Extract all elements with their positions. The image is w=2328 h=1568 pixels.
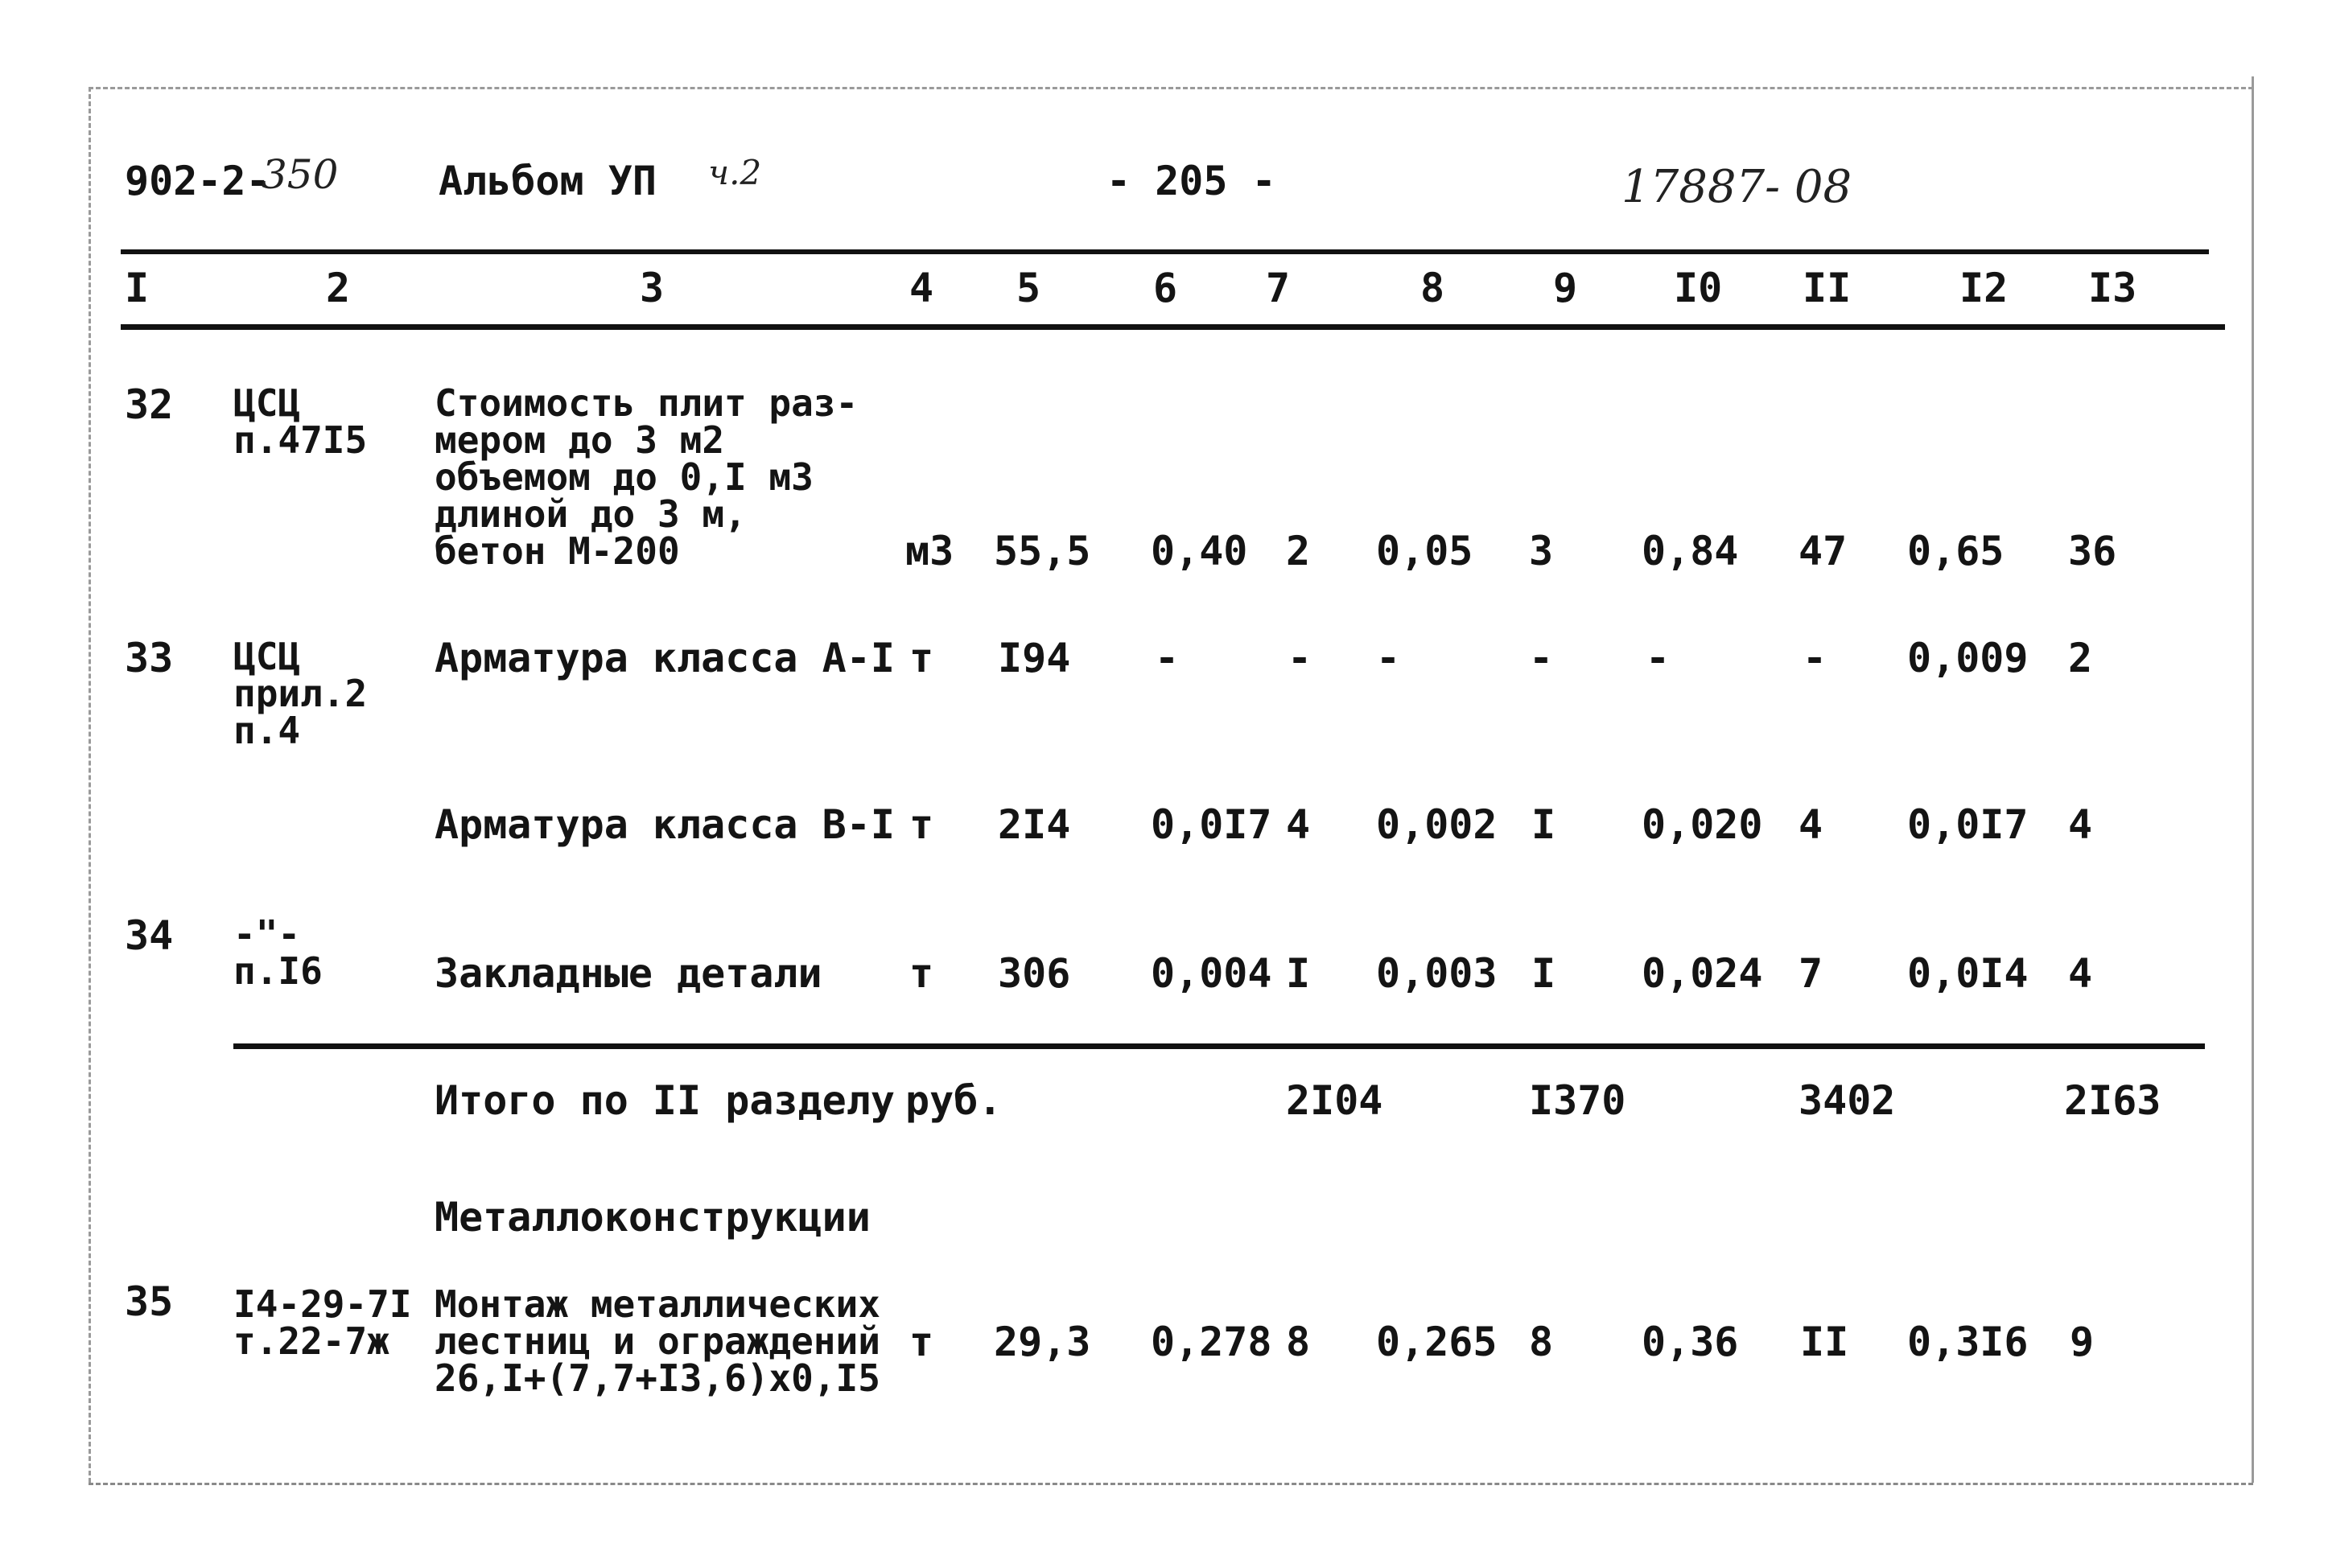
cell-col9: I bbox=[1531, 801, 1556, 848]
column-header: II bbox=[1803, 265, 1852, 311]
cell-col8: 0,002 bbox=[1376, 801, 1498, 848]
total-col13: 2I63 bbox=[2064, 1077, 2161, 1124]
page-number: - 205 - bbox=[1106, 158, 1276, 204]
cell-col7: - bbox=[1288, 635, 1312, 681]
cell-col10: 0,36 bbox=[1642, 1319, 1739, 1365]
frame-bottom-border bbox=[89, 1483, 2253, 1485]
cell-col10: 0,84 bbox=[1642, 528, 1739, 574]
cell-col7: 4 bbox=[1286, 801, 1311, 848]
cell-col13: 2 bbox=[2068, 635, 2093, 681]
row-number: 32 bbox=[125, 381, 174, 428]
column-header: 9 bbox=[1553, 265, 1578, 311]
cell-col6: 0,40 bbox=[1151, 528, 1248, 574]
item-description: Арматура класса В-I bbox=[435, 801, 895, 848]
column-header: 2 bbox=[326, 265, 351, 311]
cell-col6: 0,0I7 bbox=[1151, 801, 1272, 848]
cell-col11: - bbox=[1803, 635, 1827, 681]
cell-col8: - bbox=[1376, 635, 1401, 681]
column-header: I3 bbox=[2088, 265, 2137, 311]
column-header: 6 bbox=[1153, 265, 1178, 311]
cell-col7: I bbox=[1286, 950, 1311, 997]
cell-col11: II bbox=[1800, 1319, 1849, 1365]
cell-col12: 0,65 bbox=[1907, 528, 2005, 574]
row-number: 35 bbox=[125, 1278, 174, 1325]
cell-col13: 4 bbox=[2068, 950, 2093, 997]
column-header: 4 bbox=[909, 265, 934, 311]
header-rule-bottom bbox=[121, 324, 2225, 330]
total-col11: 3402 bbox=[1799, 1077, 1896, 1124]
cell-col10: 0,024 bbox=[1642, 950, 1763, 997]
item-description: Закладные детали bbox=[435, 950, 822, 997]
cell-col11: 47 bbox=[1799, 528, 1848, 574]
unit: т bbox=[909, 635, 934, 681]
frame-right-border bbox=[2252, 76, 2254, 1483]
section-heading: Металлоконструкции bbox=[435, 1194, 871, 1241]
cell-col12: 0,0I7 bbox=[1907, 801, 2029, 848]
cell-col5: 306 bbox=[998, 950, 1071, 997]
unit: м3 bbox=[905, 528, 954, 574]
cell-col5: 29,3 bbox=[994, 1319, 1091, 1365]
volume-handwritten: ч.2 bbox=[708, 153, 762, 192]
cell-col9: 3 bbox=[1529, 528, 1554, 574]
item-description: Стоимость плит раз- мером до 3 м2 объемом до 0,I м3 длиной до 3 м, бетон М-200 bbox=[435, 381, 859, 573]
cell-col12: 0,009 bbox=[1907, 635, 2029, 681]
total-rule bbox=[233, 1043, 2205, 1049]
cell-col12: 0,0I4 bbox=[1907, 950, 2029, 997]
cell-col13: 4 bbox=[2068, 801, 2093, 848]
column-header: 7 bbox=[1266, 265, 1291, 311]
column-header: 3 bbox=[640, 265, 665, 311]
cell-col8: 0,265 bbox=[1376, 1319, 1498, 1365]
cell-col6: - bbox=[1155, 635, 1180, 681]
cell-col9: 8 bbox=[1529, 1319, 1554, 1365]
total-col7: 2I04 bbox=[1286, 1077, 1383, 1124]
column-header: 5 bbox=[1016, 265, 1041, 311]
cell-col8: 0,05 bbox=[1376, 528, 1473, 574]
unit: т bbox=[909, 1319, 934, 1365]
column-header: I2 bbox=[1959, 265, 2009, 311]
cell-col9: I bbox=[1531, 950, 1556, 997]
frame-top-border bbox=[89, 87, 2253, 89]
cell-col10: 0,020 bbox=[1642, 801, 1763, 848]
cell-col11: 4 bbox=[1799, 801, 1823, 848]
price-reference: ЦСЦ прил.2 п.4 bbox=[233, 635, 368, 752]
total-unit: руб. bbox=[905, 1077, 1003, 1124]
cell-col5: I94 bbox=[998, 635, 1071, 681]
cell-col6: 0,278 bbox=[1151, 1319, 1272, 1365]
cell-col9: - bbox=[1529, 635, 1554, 681]
header-rule-top bbox=[121, 249, 2209, 254]
total-label: Итого по II разделу bbox=[435, 1077, 895, 1124]
row-number: 34 bbox=[125, 912, 174, 959]
cell-col10: - bbox=[1646, 635, 1671, 681]
cell-col13: 36 bbox=[2068, 528, 2117, 574]
document-series: 902-2- bbox=[125, 158, 270, 204]
item-description: Арматура класса А-I bbox=[435, 635, 895, 681]
cell-col12: 0,3I6 bbox=[1907, 1319, 2029, 1365]
cell-col13: 9 bbox=[2070, 1319, 2095, 1365]
album-label: Альбом УП bbox=[439, 158, 657, 204]
unit: т bbox=[909, 950, 934, 997]
cell-col7: 8 bbox=[1286, 1319, 1311, 1365]
frame-left-border bbox=[89, 87, 91, 1483]
total-col9: I370 bbox=[1529, 1077, 1626, 1124]
column-header: 8 bbox=[1420, 265, 1445, 311]
order-number-handwritten: 17887- 08 bbox=[1621, 161, 1852, 213]
price-reference: -"- п.I6 bbox=[233, 912, 323, 993]
cell-col8: 0,003 bbox=[1376, 950, 1498, 997]
unit: т bbox=[909, 801, 934, 848]
price-reference: I4-29-7I т.22-7ж bbox=[233, 1282, 412, 1363]
cell-col5: 2I4 bbox=[998, 801, 1071, 848]
cell-col7: 2 bbox=[1286, 528, 1311, 574]
cell-col5: 55,5 bbox=[994, 528, 1091, 574]
row-number: 33 bbox=[125, 635, 174, 681]
item-description: Монтаж металлических лестниц и ограждений 26,I+(7,7+I3,6)х0,I5 bbox=[435, 1282, 880, 1400]
cell-col11: 7 bbox=[1799, 950, 1823, 997]
price-reference: ЦСЦ п.47I5 bbox=[233, 381, 368, 462]
column-header: I0 bbox=[1674, 265, 1723, 311]
column-header: I bbox=[125, 265, 150, 311]
cell-col6: 0,004 bbox=[1151, 950, 1272, 997]
document-series-handwritten: 350 bbox=[262, 151, 339, 198]
